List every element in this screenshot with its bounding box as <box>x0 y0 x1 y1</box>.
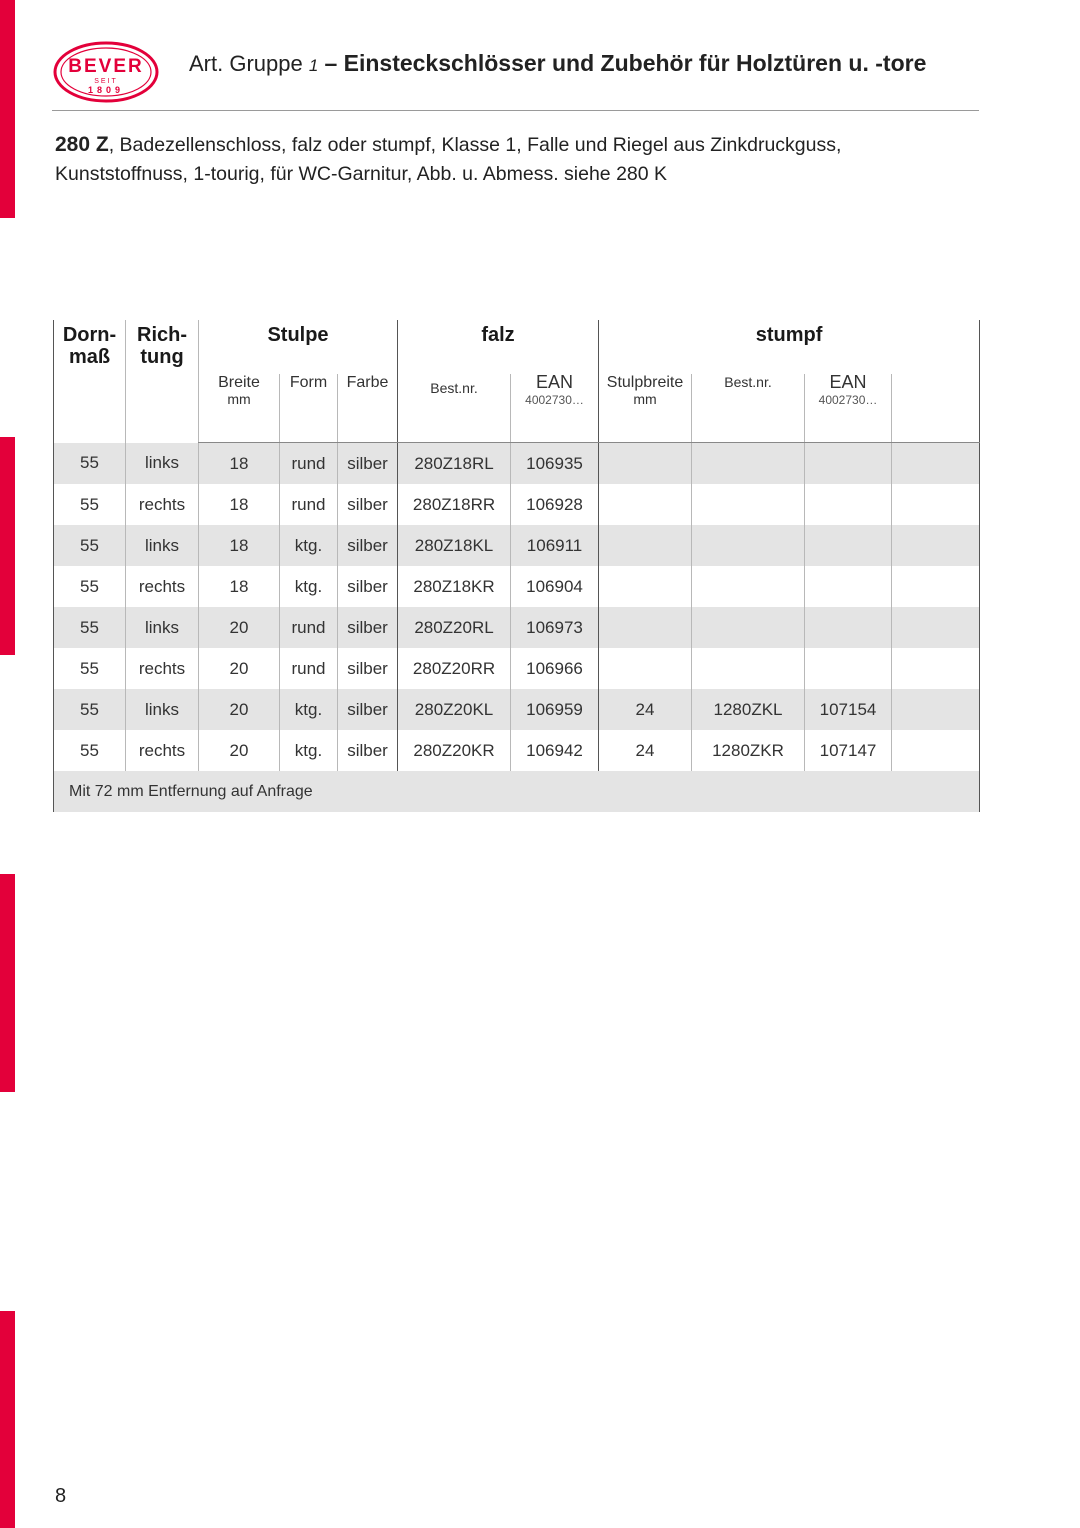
cell-dornmass: 55 <box>54 525 126 566</box>
cell-richtung: links <box>126 525 199 566</box>
edge-tab-2 <box>0 437 15 655</box>
cell-blank <box>892 607 980 648</box>
cell-stumpf-bestnr <box>692 607 805 648</box>
cell-stumpf-ean <box>805 484 892 525</box>
cell-farbe: silber <box>338 484 398 525</box>
cell-stumpf-bestnr <box>692 648 805 689</box>
table-row <box>54 443 980 485</box>
table-footnote: Mit 72 mm Entfernung auf Anfrage <box>54 771 980 812</box>
cell-blank <box>892 648 980 689</box>
cell-stumpf-bestnr <box>692 443 805 485</box>
cell-farbe: silber <box>338 607 398 648</box>
cell-breite: 20 <box>199 689 280 730</box>
cell-stumpf-bestnr: 1280ZKR <box>692 730 805 771</box>
cell-falz-ean: 106959 <box>511 689 599 730</box>
cell-breite: 20 <box>199 730 280 771</box>
cell-breite: 18 <box>199 484 280 525</box>
cell-farbe: silber <box>338 443 398 485</box>
cell-stumpf-ean <box>805 525 892 566</box>
subheader-stumpf-bestnr: Best.nr. <box>692 374 805 443</box>
svg-text:BEVER: BEVER <box>68 56 144 77</box>
cell-blank <box>892 689 980 730</box>
cell-blank <box>892 730 980 771</box>
description-line-1: , Badezellenschloss, falz oder stumpf, Klasse 1, Falle und Riegel aus Zinkdruckguss, <box>108 134 842 156</box>
cell-breite: 20 <box>199 607 280 648</box>
cell-blank <box>892 566 980 607</box>
cell-stulpbreite: 24 <box>599 730 692 771</box>
description-line-2: Kunststoffnuss, 1-tourig, für WC-Garnitur, Abb. u. Abmess. siehe 280 K <box>55 163 668 185</box>
table-row <box>54 484 980 525</box>
table-row <box>54 689 980 730</box>
header-divider <box>52 110 979 111</box>
subheader-stulpbreite: Stulpbreite mm <box>599 374 692 443</box>
cell-stumpf-ean <box>805 607 892 648</box>
header-richtung: Rich- tung <box>126 320 199 443</box>
cell-falz-bestnr: 280Z20RL <box>398 607 511 648</box>
header-stulpe: Stulpe <box>199 320 398 374</box>
subheader-falz-bestnr: Best.nr. <box>398 374 511 443</box>
cell-falz-bestnr: 280Z20KR <box>398 730 511 771</box>
page-number: 8 <box>55 1485 67 1507</box>
cell-stulpbreite <box>599 566 692 607</box>
cell-breite: 18 <box>199 566 280 607</box>
cell-blank <box>892 443 980 485</box>
cell-farbe: silber <box>338 566 398 607</box>
cell-richtung: links <box>126 689 199 730</box>
subheader-falz-ean: EAN 4002730… <box>511 374 599 443</box>
cell-stumpf-ean <box>805 566 892 607</box>
cell-dornmass: 55 <box>54 607 126 648</box>
table-row <box>54 648 980 689</box>
art-label: Art. Gruppe <box>189 51 303 76</box>
cell-stumpf-bestnr <box>692 566 805 607</box>
subheader-blank <box>892 374 980 443</box>
table-row <box>54 566 980 607</box>
cell-form: rund <box>280 607 338 648</box>
table-row <box>54 730 980 771</box>
cell-farbe: silber <box>338 730 398 771</box>
cell-stulpbreite <box>599 648 692 689</box>
subheader-stumpf-ean: EAN 4002730… <box>805 374 892 443</box>
cell-stumpf-ean: 107147 <box>805 730 892 771</box>
cell-richtung: links <box>126 607 199 648</box>
table-row <box>54 607 980 648</box>
cell-richtung: rechts <box>126 730 199 771</box>
cell-form: rund <box>280 648 338 689</box>
cell-blank <box>892 525 980 566</box>
cell-stumpf-bestnr <box>692 525 805 566</box>
cell-form: rund <box>280 484 338 525</box>
cell-stumpf-ean <box>805 648 892 689</box>
header-falz: falz <box>398 320 599 374</box>
cell-dornmass: 55 <box>54 566 126 607</box>
cell-farbe: silber <box>338 525 398 566</box>
header-title-bold: – Einsteckschlösser und Zubehör für Holztüren u. -tore <box>324 50 927 76</box>
cell-stulpbreite <box>599 484 692 525</box>
cell-falz-bestnr: 280Z18KR <box>398 566 511 607</box>
cell-falz-ean: 106973 <box>511 607 599 648</box>
cell-stumpf-ean <box>805 443 892 485</box>
cell-richtung: rechts <box>126 566 199 607</box>
cell-form: ktg. <box>280 525 338 566</box>
cell-form: rund <box>280 443 338 485</box>
cell-falz-ean: 106928 <box>511 484 599 525</box>
cell-dornmass: 55 <box>54 484 126 525</box>
cell-dornmass: 55 <box>54 443 126 485</box>
product-code: 280 Z <box>55 133 109 156</box>
cell-falz-bestnr: 280Z18KL <box>398 525 511 566</box>
cell-breite: 18 <box>199 525 280 566</box>
cell-form: ktg. <box>280 730 338 771</box>
cell-richtung: links <box>126 443 199 485</box>
cell-farbe: silber <box>338 648 398 689</box>
cell-falz-ean: 106942 <box>511 730 599 771</box>
cell-dornmass: 55 <box>54 648 126 689</box>
cell-farbe: silber <box>338 689 398 730</box>
cell-breite: 20 <box>199 648 280 689</box>
header-dornmass: Dorn- maß <box>54 320 126 443</box>
table-row <box>54 525 980 566</box>
product-description <box>55 130 975 189</box>
cell-falz-bestnr: 280Z20RR <box>398 648 511 689</box>
subheader-form: Form <box>280 374 338 443</box>
page-header-title <box>189 50 926 77</box>
cell-dornmass: 55 <box>54 730 126 771</box>
cell-breite: 18 <box>199 443 280 485</box>
edge-tab-4 <box>0 1311 15 1528</box>
group-number: 1 <box>308 56 319 75</box>
cell-stulpbreite: 24 <box>599 689 692 730</box>
subheader-breite: Breite mm <box>199 374 280 443</box>
subheader-farbe: Farbe <box>338 374 398 443</box>
svg-text:1809: 1809 <box>87 85 125 95</box>
cell-stumpf-bestnr <box>692 484 805 525</box>
cell-falz-ean: 106911 <box>511 525 599 566</box>
header-stumpf: stumpf <box>599 320 980 374</box>
bever-logo <box>52 40 160 104</box>
cell-richtung: rechts <box>126 648 199 689</box>
cell-falz-bestnr: 280Z20KL <box>398 689 511 730</box>
cell-falz-ean: 106935 <box>511 443 599 485</box>
edge-tab-1 <box>0 0 15 218</box>
cell-blank <box>892 484 980 525</box>
cell-form: ktg. <box>280 566 338 607</box>
cell-falz-ean: 106904 <box>511 566 599 607</box>
cell-falz-bestnr: 280Z18RL <box>398 443 511 485</box>
cell-stulpbreite <box>599 525 692 566</box>
product-table <box>53 320 980 812</box>
svg-text:SEIT: SEIT <box>94 78 118 85</box>
cell-stulpbreite <box>599 607 692 648</box>
cell-form: ktg. <box>280 689 338 730</box>
cell-stumpf-bestnr: 1280ZKL <box>692 689 805 730</box>
cell-falz-bestnr: 280Z18RR <box>398 484 511 525</box>
cell-richtung: rechts <box>126 484 199 525</box>
cell-dornmass: 55 <box>54 689 126 730</box>
cell-stulpbreite <box>599 443 692 485</box>
cell-falz-ean: 106966 <box>511 648 599 689</box>
edge-tab-3 <box>0 874 15 1092</box>
cell-stumpf-ean: 107154 <box>805 689 892 730</box>
